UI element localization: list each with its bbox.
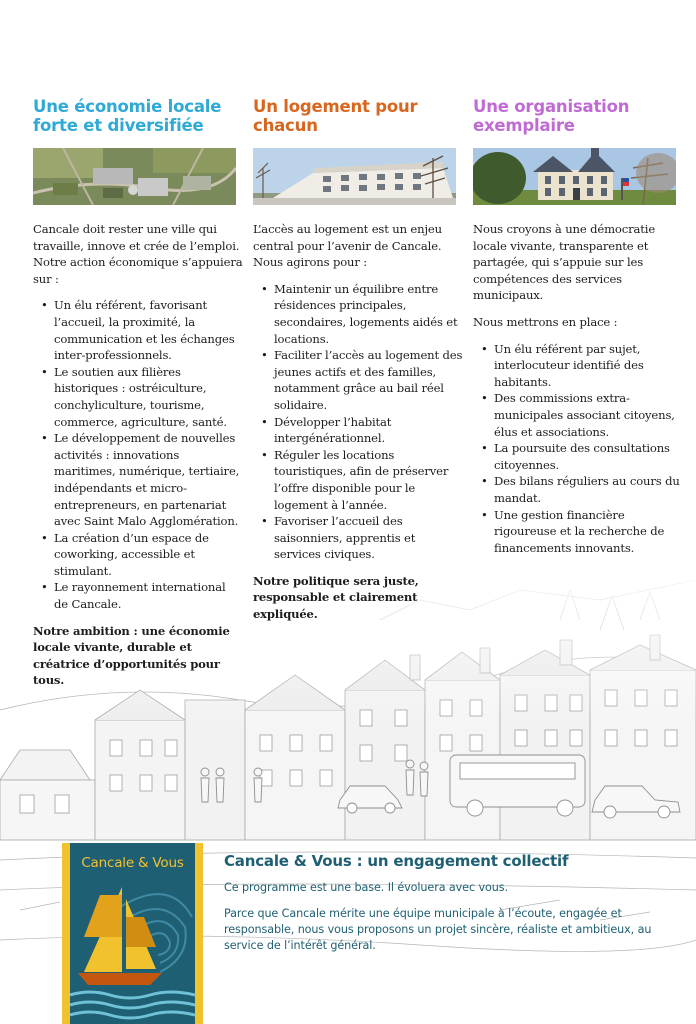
economy-intro: Cancale doit rester une ville qui travaille, innove et crée de l’emploi. Notre action économique s’appuiera sur : (33, 222, 243, 286)
economy-title: Une économie locale forte et diversifiée (33, 97, 222, 135)
cancale-vous-logo (62, 843, 203, 1024)
list-item: • Faciliter l’accès au logement des jeunes actifs et des familles, notamment grâce au bail réel solidaire. (253, 347, 463, 413)
list-item: • Des bilans réguliers au cours du mandat. (473, 473, 683, 506)
logo-text: Cancale & Vous (81, 855, 184, 871)
list-item: • Un élu référent par sujet, interlocuteur identifié des habitants. (473, 341, 683, 391)
sailboat-logo-icon (70, 877, 195, 1024)
economy-conclusion: Notre ambition : une économie locale vivante, durable et créatrice d’opportunités pour tous. (33, 623, 230, 688)
housing-conclusion: Notre politique sera juste, responsable et clairement expliquée. (253, 573, 419, 622)
housing-column (253, 97, 463, 623)
apartment-building-photo (253, 148, 456, 205)
list-item: • La création d’un espace de coworking, accessible et stimulant. (33, 530, 243, 580)
list-item: • Un élu référent, favorisant l’accueil, la proximité, la communication et les échanges inter-professionnels. (33, 297, 243, 363)
list-item: • Développer l’habitat intergénérationnel. (253, 414, 463, 447)
town-hall-photo (473, 148, 676, 205)
engagement-title: Cancale & Vous : un engagement collectif (224, 852, 569, 870)
list-item: • Le rayonnement international de Cancale. (33, 579, 243, 612)
housing-list (253, 281, 463, 563)
organisation-list (473, 341, 683, 557)
organisation-intro: Nous croyons à une démocratie locale vivante, transparente et partagée, qui s’appuie sur les compétences des services municipaux. (473, 222, 656, 303)
organisation-title: Une organisation exemplaire (473, 97, 630, 135)
list-item: • La poursuite des consultations citoyennes. (473, 440, 683, 473)
housing-intro: L’accès au logement est un enjeu central pour l’avenir de Cancale. Nous agirons pour : (253, 222, 442, 270)
list-item: • Des commissions extra-municipales associant citoyens, élus et associations. (473, 390, 683, 440)
economy-column (33, 97, 243, 689)
organisation-column (473, 97, 683, 566)
list-item: • Maintenir un équilibre entre résidences principales, secondaires, logements aidés et locations. (253, 281, 463, 347)
list-item: • Favoriser l’accueil des saisonniers, apprentis et services civiques. (253, 513, 463, 563)
aerial-town-photo (33, 148, 236, 205)
list-item: • Le soutien aux filières historiques : ostréiculture, conchyliculture, tourisme, commerce, agriculture, santé. (33, 364, 243, 430)
engagement-paragraph-2: Parce que Cancale mérite une équipe municipale à l’écoute, engagée et responsable, nous vous proposons un projet sincère, réaliste et ambitieux, au service de l’intérêt général. (224, 907, 652, 952)
engagement-paragraph-1: Ce programme est une base. Il évoluera avec vous. (224, 881, 508, 894)
list-item: • Le développement de nouvelles activités : innovations maritimes, numérique, tertiaire, indépendants et micro-entrepreneurs, en partenariat avec Saint Malo Agglomération. (33, 430, 243, 530)
organisation-intro-2: Nous mettrons en place : (473, 314, 618, 329)
housing-title: Un logement pour chacun (253, 97, 418, 135)
economy-list (33, 297, 243, 612)
list-item: • Réguler les locations touristiques, afin de préserver l’offre disponible pour le logement à l’année. (253, 447, 463, 513)
list-item: • Une gestion financière rigoureuse et la recherche de financements innovants. (473, 507, 683, 557)
